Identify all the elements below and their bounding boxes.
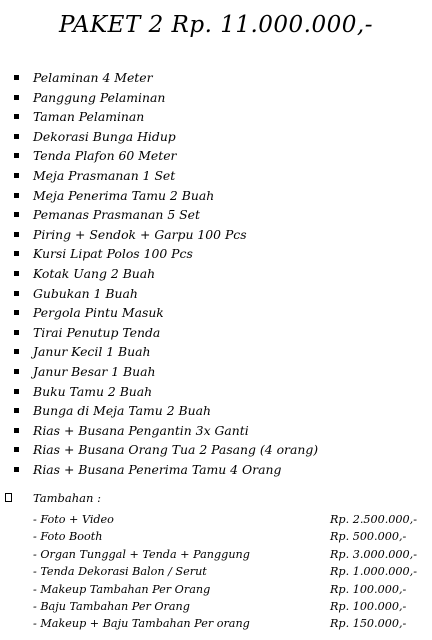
bullet-icon <box>14 153 19 158</box>
addons-list <box>0 511 432 633</box>
list-item <box>0 146 432 166</box>
addon-name: - Foto Booth <box>33 530 103 544</box>
extras-label: Tambahan : <box>33 491 101 505</box>
list-item <box>0 127 432 147</box>
addon-price: Rp. 500.000,- <box>330 530 407 544</box>
item-label: Pergola Pintu Masuk <box>33 305 164 321</box>
item-label: Rias + Busana Penerima Tamu 4 Orang <box>33 461 282 477</box>
package-items-list <box>0 68 432 479</box>
list-item <box>0 323 432 343</box>
item-label: Piring + Sendok + Garpu 100 Pcs <box>33 226 247 242</box>
item-label: Meja Prasmanan 1 Set <box>33 167 176 183</box>
bullet-icon <box>14 330 19 335</box>
list-item <box>0 88 432 108</box>
list-item <box>0 421 432 441</box>
bullet-icon <box>14 349 19 354</box>
addon-row <box>0 546 432 563</box>
checkbox-icon <box>5 493 12 502</box>
bullet-icon <box>14 310 19 315</box>
bullet-icon <box>14 173 19 178</box>
bullet-icon <box>14 134 19 139</box>
list-item <box>0 362 432 382</box>
bullet-icon <box>14 212 19 217</box>
bullet-icon <box>14 467 19 472</box>
list-item <box>0 460 432 480</box>
bullet-icon <box>14 251 19 256</box>
item-label: Dekorasi Bunga Hidup <box>33 128 176 144</box>
item-label: Rias + Busana Orang Tua 2 Pasang (4 orang) <box>33 442 319 458</box>
addon-row <box>0 615 432 632</box>
item-label: Meja Penerima Tamu 2 Buah <box>33 187 215 203</box>
item-label: Kursi Lipat Polos 100 Pcs <box>33 246 193 262</box>
bullet-icon <box>14 95 19 100</box>
bullet-icon <box>14 271 19 276</box>
addon-name: - Tenda Dekorasi Balon / Serut <box>33 565 207 579</box>
bullet-icon <box>14 291 19 296</box>
bullet-icon <box>14 114 19 119</box>
list-item <box>0 264 432 284</box>
addon-row <box>0 528 432 545</box>
addon-price: Rp. 100.000,- <box>330 599 407 613</box>
list-item <box>0 303 432 323</box>
bullet-icon <box>14 193 19 198</box>
list-item <box>0 382 432 402</box>
bullet-icon <box>14 369 19 374</box>
bullet-icon <box>14 408 19 413</box>
bullet-icon <box>14 232 19 237</box>
item-label: Tirai Penutup Tenda <box>33 324 161 340</box>
bullet-icon <box>14 75 19 80</box>
item-label: Tenda Plafon 60 Meter <box>33 148 177 164</box>
item-label: Gubukan 1 Buah <box>33 285 138 301</box>
list-item <box>0 401 432 421</box>
item-label: Pelaminan 4 Meter <box>33 70 153 85</box>
addon-name: - Baju Tambahan Per Orang <box>33 599 190 613</box>
item-label: Taman Pelaminan <box>33 109 145 125</box>
item-label: Panggung Pelaminan <box>33 89 166 105</box>
list-item <box>0 342 432 362</box>
list-item <box>0 440 432 460</box>
list-item <box>0 244 432 264</box>
list-item <box>0 186 432 206</box>
addon-price: Rp. 150.000,- <box>330 617 407 631</box>
addon-name: - Organ Tunggal + Tenda + Panggung <box>33 547 250 561</box>
addon-row <box>0 511 432 528</box>
addon-price: Rp. 100.000,- <box>330 582 407 596</box>
package-title: PAKET 2 Rp. 11.000.000,- <box>59 12 373 38</box>
item-label: Buku Tamu 2 Buah <box>33 383 153 399</box>
addon-name: - Makeup Tambahan Per Orang <box>33 582 211 596</box>
list-item <box>0 107 432 127</box>
bullet-icon <box>14 428 19 433</box>
item-label: Janur Kecil 1 Buah <box>33 344 151 360</box>
item-label: Kotak Uang 2 Buah <box>33 265 156 281</box>
bullet-icon <box>14 389 19 394</box>
list-item <box>0 225 432 245</box>
item-label: Rias + Busana Pengantin 3x Ganti <box>33 422 249 438</box>
list-item <box>0 68 432 88</box>
bullet-icon <box>14 447 19 452</box>
addon-row <box>0 563 432 580</box>
addon-price: Rp. 2.500.000,- <box>330 513 417 526</box>
item-label: Janur Besar 1 Buah <box>33 363 156 379</box>
list-item <box>0 205 432 225</box>
item-label: Pemanas Prasmanan 5 Set <box>33 207 200 223</box>
addon-name: - Makeup + Baju Tambahan Per orang <box>33 617 250 631</box>
addon-row <box>0 581 432 598</box>
list-item <box>0 284 432 304</box>
addon-price: Rp. 1.000.000,- <box>330 565 417 579</box>
item-label: Bunga di Meja Tamu 2 Buah <box>33 403 211 419</box>
list-item <box>0 166 432 186</box>
addon-row <box>0 598 432 615</box>
addon-price: Rp. 3.000.000,- <box>330 547 417 561</box>
addon-name: - Foto + Video <box>33 513 114 526</box>
